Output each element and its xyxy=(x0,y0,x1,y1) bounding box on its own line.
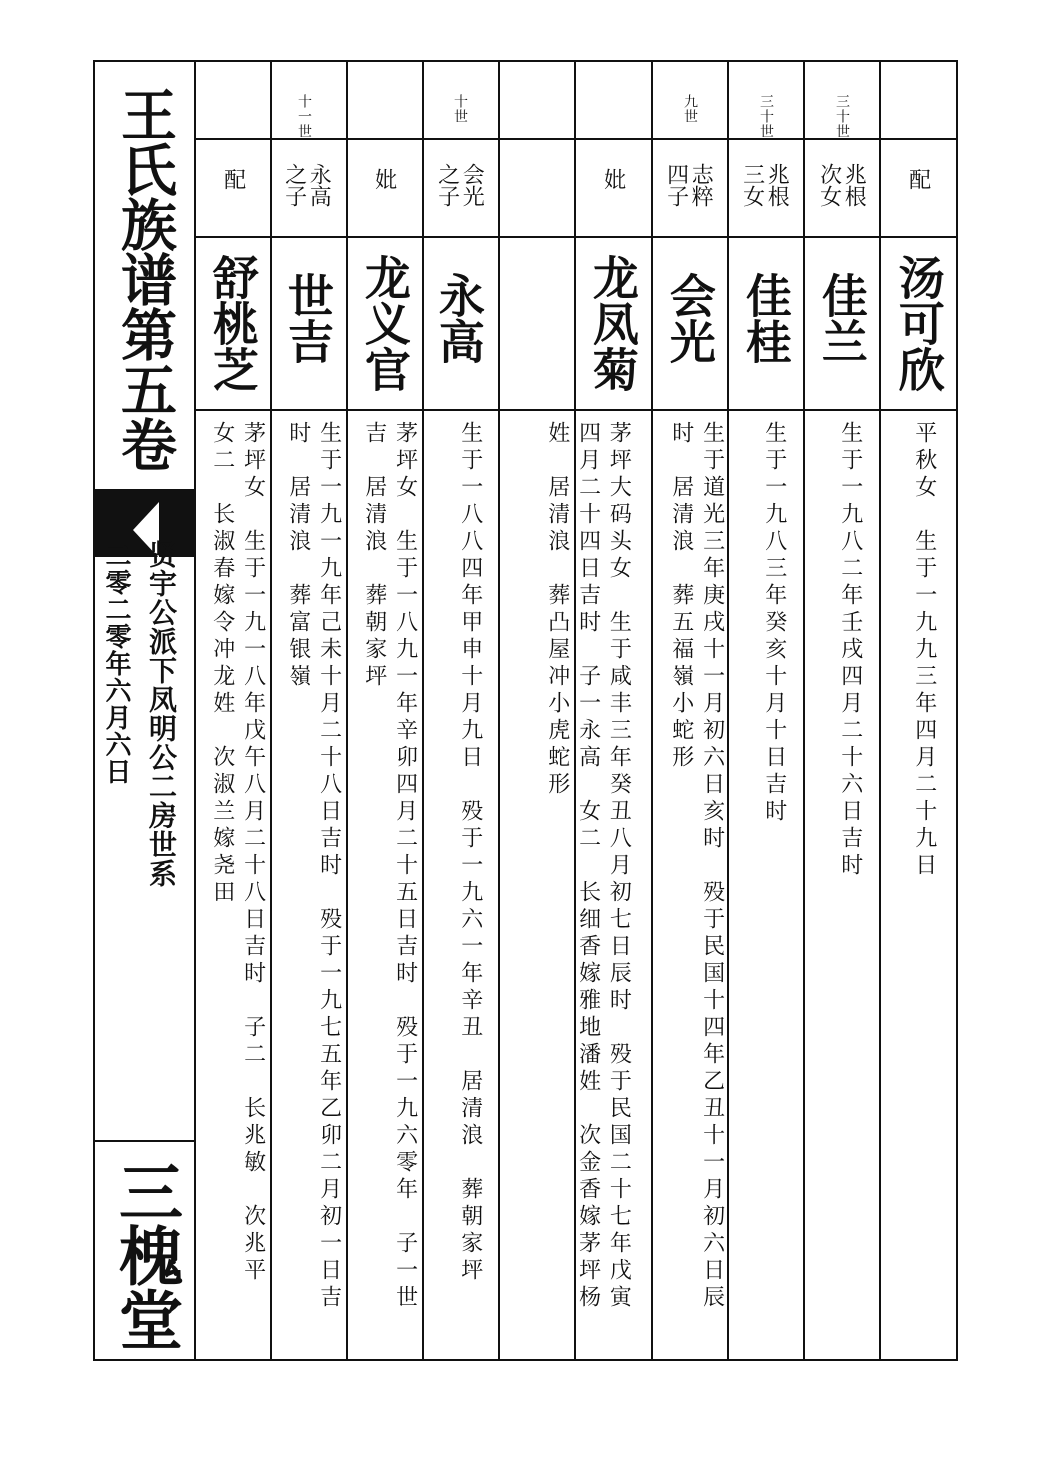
relation-label: 配 xyxy=(905,168,931,190)
relation-label: 兆根 次女 xyxy=(816,163,867,207)
person-detail: 生于一九一九年己未十月二十八日吉时 殁于一九七五年乙卯二月初一日吉 时 居清浪 葬富银嶺 xyxy=(285,421,342,1312)
hall-divider xyxy=(95,1140,195,1142)
hall-name: 三槐堂 xyxy=(108,1159,183,1351)
column-divider xyxy=(422,62,424,1359)
generation-label: 十一世 xyxy=(296,94,312,139)
person-detail: 生于道光三年庚戌十一月初六日亥时 殁于民国十四年乙丑十一月初六日辰 时 居清浪 葬五福嶺小蛇形 xyxy=(668,421,725,1312)
row-divider xyxy=(194,236,956,238)
column-divider xyxy=(727,62,729,1359)
generation-label: 三十世 xyxy=(834,94,850,139)
relation-label: 兆根 三女 xyxy=(739,163,790,207)
person-detail: 生于一八八四年甲申十月九日 殁于一九六一年辛丑 居清浪 葬朝家坪 xyxy=(457,421,483,1285)
relation-label: 会光 之子 xyxy=(434,163,485,207)
generation-label: 三十世 xyxy=(758,94,774,139)
book-title: 王氏族谱第五卷 xyxy=(112,86,178,471)
person-name: 龙义官 xyxy=(357,254,412,392)
person-detail: 茅坪女 生于一八九一年辛卯四月二十五日吉时 殁于一九六零年 子一世 吉 居清浪 葬朝家坪 xyxy=(361,421,418,1312)
generation-label: 十世 xyxy=(452,94,468,124)
column-divider xyxy=(803,62,805,1359)
row-divider xyxy=(194,409,956,411)
column-divider xyxy=(498,62,500,1359)
person-detail: 茅坪大码头女 生于咸丰三年癸丑八月初七日辰时 殁于民国二十七年戊寅 四月二十四日吉时 子一永高 女二 长细香嫁雅地潘姓 次金香嫁茅坪杨 姓 居清浪 葬凸屋冲小虎蛇形 xyxy=(544,421,632,1312)
person-name: 会光 xyxy=(662,272,717,364)
person-detail: 生于一九八二年壬戌四月二十六日吉时 xyxy=(837,421,863,880)
person-name: 龙凤菊 xyxy=(585,254,640,392)
person-name: 佳兰 xyxy=(814,272,869,364)
person-detail: 生于一九八三年癸亥十月十日吉时 xyxy=(761,421,787,826)
genealogy-page-frame xyxy=(93,60,958,1361)
person-name: 佳桂 xyxy=(738,272,793,364)
column-divider xyxy=(270,62,272,1359)
person-detail: 茅坪女 生于一九一八年戊午八月二十八日吉时 子二 长兆敏 次兆平 女二 长淑春嫁令冲龙姓 次淑兰嫁尧田 xyxy=(209,421,266,1285)
relation-label: 妣 xyxy=(600,168,626,190)
person-name: 永高 xyxy=(431,272,486,364)
person-name: 世吉 xyxy=(280,272,335,364)
person-name: 汤可欣 xyxy=(891,254,946,392)
relation-label: 配 xyxy=(220,168,246,190)
person-name: 舒桃芝 xyxy=(205,254,260,392)
relation-label: 永高 之子 xyxy=(281,163,332,207)
column-divider xyxy=(651,62,653,1359)
relation-label: 志粹 四子 xyxy=(663,163,714,207)
column-divider xyxy=(346,62,348,1359)
compile-date: 二零二零年六月六日 xyxy=(101,542,131,785)
generation-label: 九世 xyxy=(682,94,698,124)
person-detail: 平秋女 生于一九九三年四月二十九日 xyxy=(911,421,937,880)
branch-subtitle: 贤宇公派下凤明公二房世系 xyxy=(145,540,178,888)
relation-label: 妣 xyxy=(371,168,397,190)
column-divider xyxy=(879,62,881,1359)
